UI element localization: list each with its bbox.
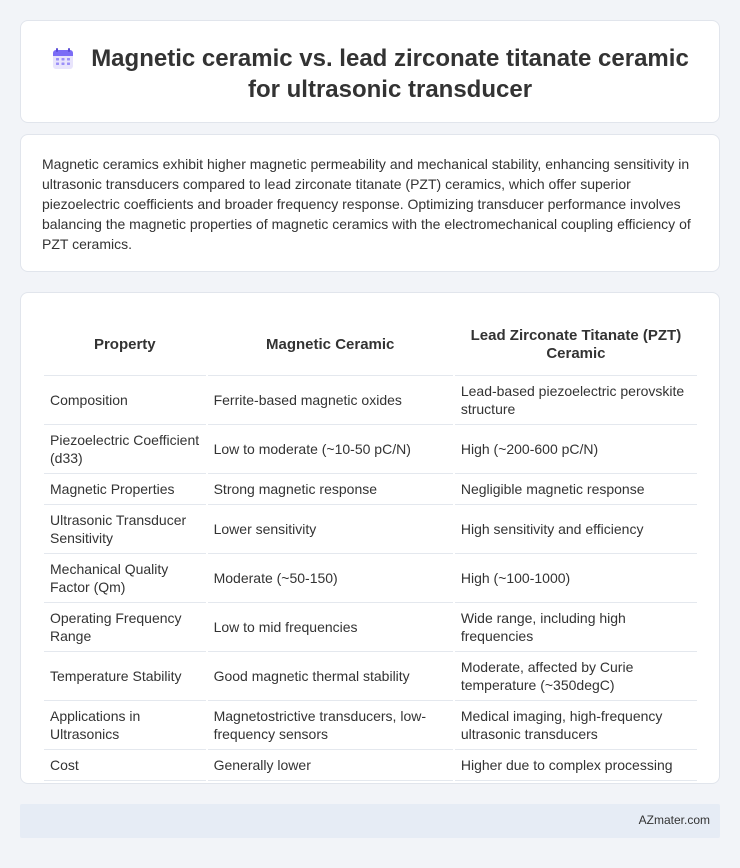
- calendar-icon: [51, 47, 75, 71]
- table-row: [44, 603, 697, 652]
- property-cell: Magnetic Properties: [44, 474, 206, 505]
- property-cell: Piezoelectric Coefficient (d33): [44, 425, 206, 474]
- table-row: [44, 701, 697, 750]
- table-header-row: [44, 314, 697, 376]
- pzt-cell: Wide range, including high frequencies: [455, 603, 697, 652]
- header-magnetic-ceramic: Magnetic Ceramic: [208, 314, 453, 376]
- pzt-cell: Higher due to complex processing: [455, 750, 697, 781]
- table-row: [44, 425, 697, 474]
- header-pzt-ceramic: Lead Zirconate Titanate (PZT) Ceramic: [455, 314, 697, 376]
- pzt-cell: High sensitivity and efficiency: [455, 505, 697, 554]
- pzt-cell: High (~100-1000): [455, 554, 697, 603]
- property-cell: Temperature Stability: [44, 652, 206, 701]
- property-cell: Composition: [44, 376, 206, 425]
- comparison-card: [20, 292, 720, 784]
- property-cell: Applications in Ultrasonics: [44, 701, 206, 750]
- footer-brand: AZmater.com: [638, 813, 710, 827]
- pzt-cell: Moderate, affected by Curie temperature (~350degC): [455, 652, 697, 701]
- table-row: [44, 554, 697, 603]
- magnetic-cell: Ferrite-based magnetic oxides: [208, 376, 453, 425]
- intro-text: Magnetic ceramics exhibit higher magnetic permeability and mechanical stability, enhancing sensitivity in ultrasonic transducers compared to lead zirconate titanate (PZT) ceramics, which offer superior piezoelectric coefficients and broader frequency response. Optimizing transducer performance involves balancing the magnetic properties of magnetic ceramics with the electromechanical coupling efficiency of PZT ceramics.: [42, 156, 691, 252]
- title-card: [20, 20, 720, 123]
- table-row: [44, 376, 697, 425]
- table-row: [44, 474, 697, 505]
- magnetic-cell: Low to mid frequencies: [208, 603, 453, 652]
- magnetic-cell: Moderate (~50-150): [208, 554, 453, 603]
- pzt-cell: Medical imaging, high-frequency ultrasonic transducers: [455, 701, 697, 750]
- property-cell: Operating Frequency Range: [44, 603, 206, 652]
- magnetic-cell: Low to moderate (~10-50 pC/N): [208, 425, 453, 474]
- header-property: Property: [44, 314, 206, 376]
- magnetic-cell: Good magnetic thermal stability: [208, 652, 453, 701]
- property-cell: Ultrasonic Transducer Sensitivity: [44, 505, 206, 554]
- magnetic-cell: Generally lower: [208, 750, 453, 781]
- page-title: Magnetic ceramic vs. lead zirconate titanate ceramic for ultrasonic transducer: [91, 45, 689, 103]
- pzt-cell: High (~200-600 pC/N): [455, 425, 697, 474]
- property-cell: Cost: [44, 750, 206, 781]
- pzt-cell: Lead-based piezoelectric perovskite structure: [455, 376, 697, 425]
- magnetic-cell: Lower sensitivity: [208, 505, 453, 554]
- table-row: [44, 505, 697, 554]
- intro-card: [20, 134, 720, 272]
- magnetic-cell: Strong magnetic response: [208, 474, 453, 505]
- pzt-cell: Negligible magnetic response: [455, 474, 697, 505]
- magnetic-cell: Magnetostrictive transducers, low-frequency sensors: [208, 701, 453, 750]
- comparison-table: [42, 314, 699, 781]
- table-row: [44, 750, 697, 781]
- property-cell: Mechanical Quality Factor (Qm): [44, 554, 206, 603]
- table-row: [44, 652, 697, 701]
- footer-bar: [20, 804, 720, 838]
